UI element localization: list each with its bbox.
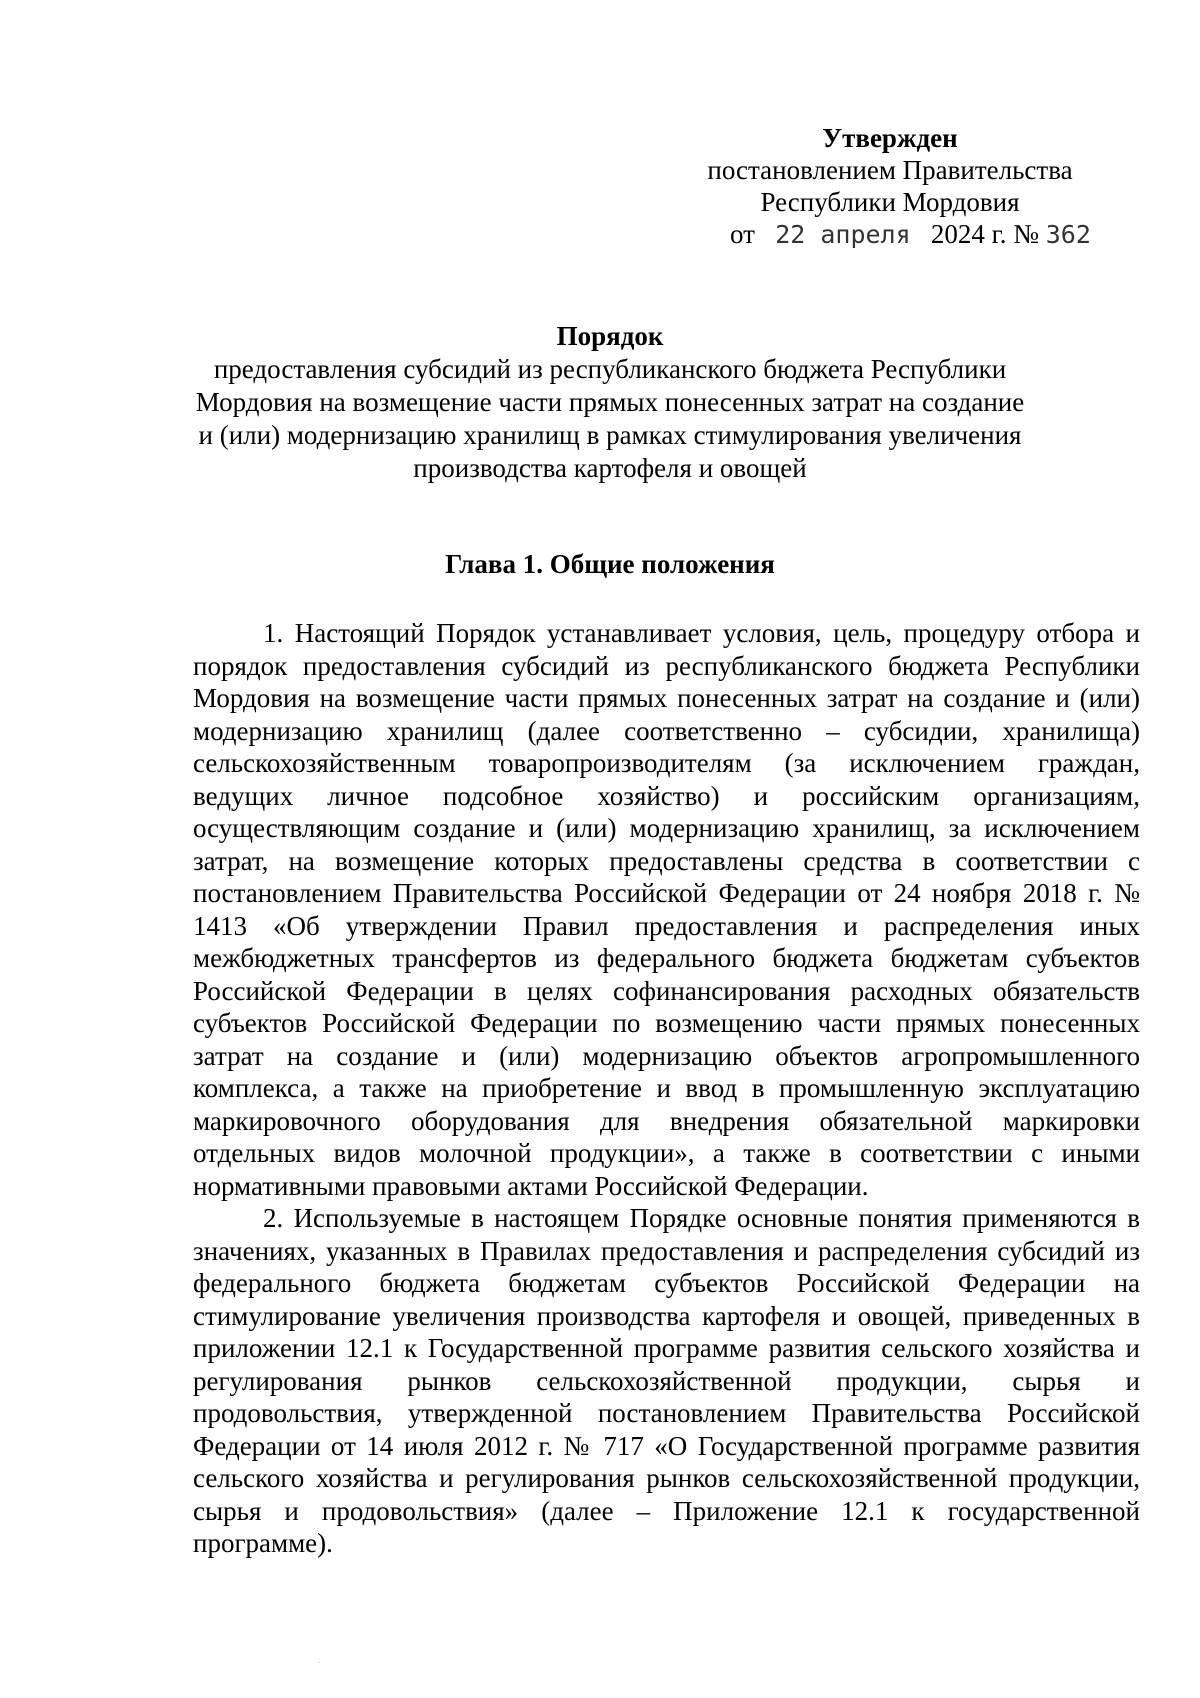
document-title: Порядок <box>556 321 664 351</box>
document-number: 362 <box>1045 220 1091 249</box>
date-year: 2024 г. № <box>930 219 1039 249</box>
scan-dot: . <box>318 1655 321 1666</box>
date-prefix: от <box>730 219 755 249</box>
chapter-heading: Глава 1. Общие положения <box>445 549 775 579</box>
document-title-block <box>190 320 1030 485</box>
paragraph-2: 2. Используемые в настоящем Порядке основные понятия применяются в значениях, указанных в Правилах предоставления и распределения субсидий из федерального бюджета бюджетам субъектов Российской Федерации на стимулирование увеличения производства картофеля и овощей, приведенных в приложении 12.1 к Государственной программе развития сельского хозяйства и регулирования рынков сельскохозяйственной продукции, сырья и продовольствия, утвержденной постановлением Правительства Российской Федерации от 14 июля 2012 г. № 717 «О Государственной программе развития сельского хозяйства и регулирования рынков сельскохозяйственной продукции, сырья и продовольствия» (далее – Приложение 12.1 к государственной программе). <box>193 1203 1140 1558</box>
approval-date-line <box>660 218 1120 251</box>
approval-line-government: постановлением Правительства <box>707 155 1073 185</box>
document-subtitle: предоставления субсидий из республиканского бюджета Республики Мордовия на возмещение части прямых понесенных затрат на создание и (или) модернизацию хранилищ в рамках стимулирования увеличения производства картофеля и овощей <box>195 354 1025 483</box>
approval-heading: Утвержден <box>822 123 958 153</box>
approval-line-republic: Республики Мордовия <box>760 187 1020 217</box>
document-body <box>193 617 1140 1560</box>
date-day-month: 22 апреля <box>775 220 911 249</box>
approval-stamp <box>660 122 1120 251</box>
paragraph-1: 1. Настоящий Порядок устанавливает условия, цель, процедуру отбора и порядок предоставления субсидий из республиканского бюджета Республики Мордовия на возмещение части прямых понесенных затрат на создание и (или) модернизацию хранилищ (далее соответственно – субсидии, хранилища) сельскохозяйственным товаропроизводителям (за исключением граждан, ведущих личное подсобное хозяйство) и российским организациям, осуществляющим создание и (или) модернизацию хранилищ, за исключением затрат, на возмещение которых предоставлены средства в соответствии с постановлением Правительства Российской Федерации от 24 ноября 2018 г. № 1413 «Об утверждении Правил предоставления и распределения иных межбюджетных трансфертов из федерального бюджета бюджетам субъектов Российской Федерации в целях софинансирования расходных обязательств субъектов Российской Федерации по возмещению части прямых понесенных затрат на создание и (или) модернизацию объектов агропромышленного комплекса, а также на приобретение и ввод в промышленную эксплуатацию маркировочного оборудования для внедрения обязательной маркировки отдельных видов молочной продукции», а также в соответствии с иными нормативными правовыми актами Российской Федерации. <box>193 618 1140 1201</box>
